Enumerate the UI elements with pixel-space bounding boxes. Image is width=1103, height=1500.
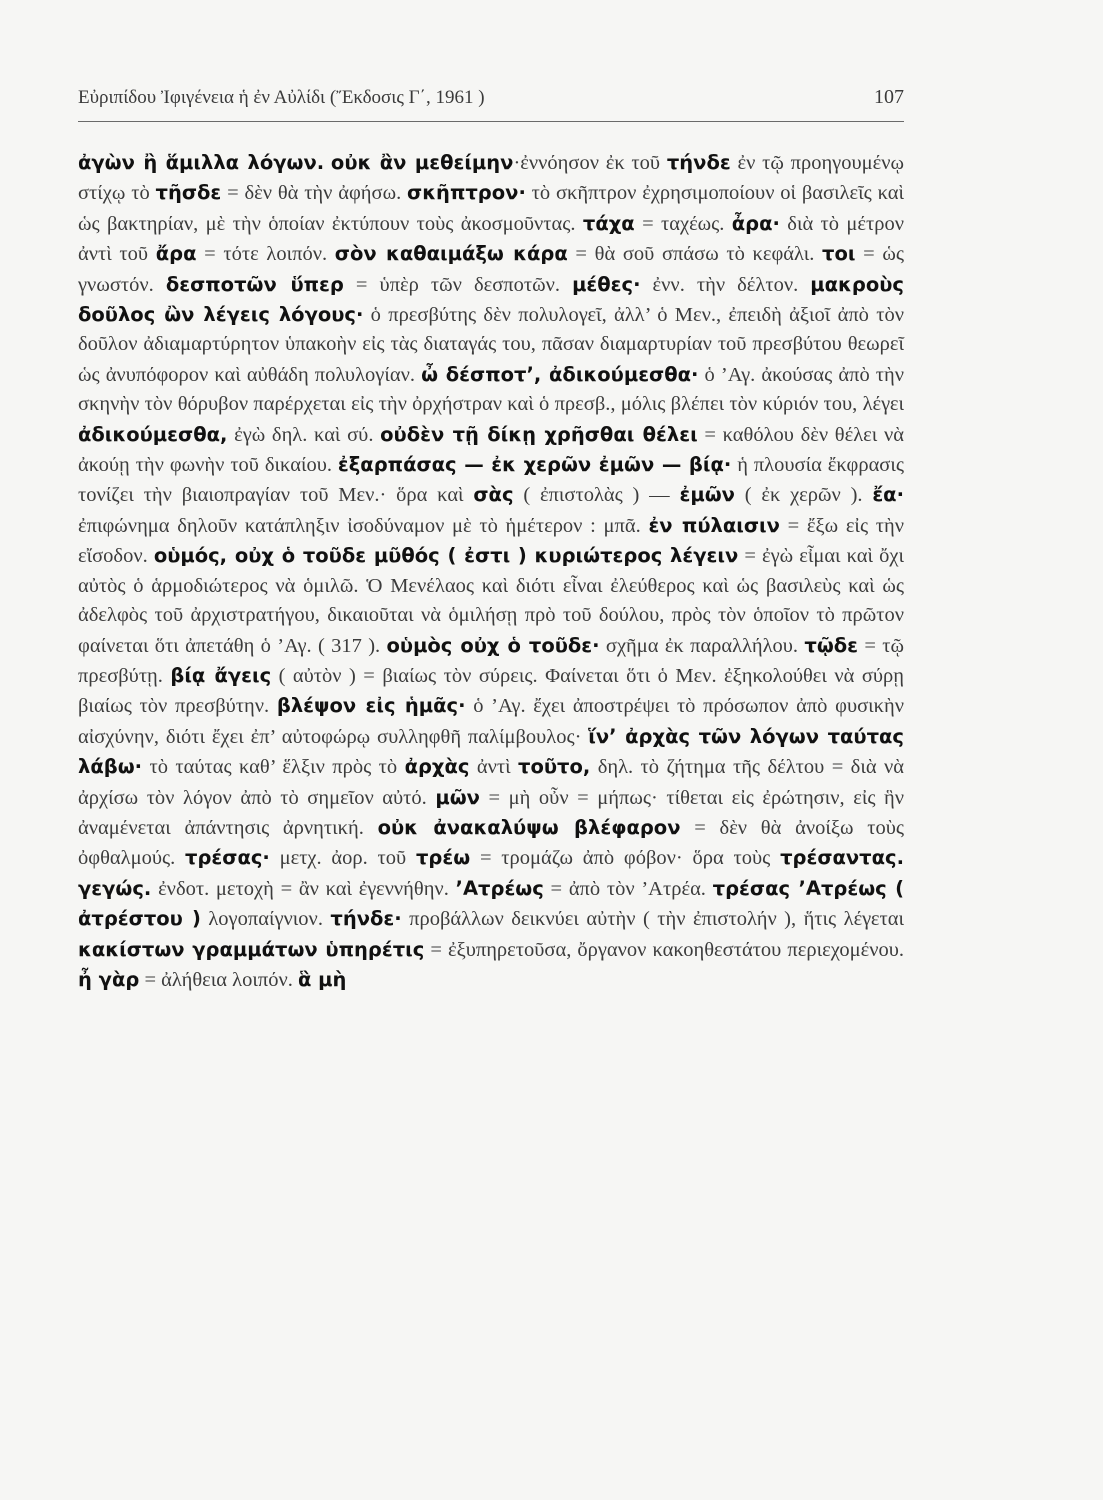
- lemma: τήνδε: [666, 151, 731, 174]
- running-title: Εὐριπίδου Ἰφιγένεια ἡ ἐν Αὐλίδι (Ἔκδοσις Γ΄, 1961 ): [78, 87, 485, 108]
- lemma: δεσποτῶν ὕπερ: [165, 272, 344, 296]
- lemma: τάχα: [582, 211, 635, 235]
- lemma: τρέσας ’Ατρέως ( ἀτρέστου ): [78, 876, 905, 931]
- page-number: 107: [874, 86, 904, 108]
- lemma: βίᾳ ἄγεις: [170, 663, 272, 687]
- lemma: βλέψον εἰς ἡμᾶς·: [276, 694, 466, 718]
- lemma: μῶν: [435, 785, 480, 809]
- gloss: = καθόλου δὲν θέλει νὰ ἀκούῃ τὴν φωνὴν τοῦ δικαίου.: [78, 423, 904, 477]
- lemma: ἆρα·: [731, 211, 780, 235]
- gloss: ἐνδοτ. μετοχὴ = ἂν καὶ ἐγεννήθην.: [151, 877, 456, 900]
- page: [78, 86, 904, 995]
- lemma: σὰς: [473, 483, 514, 507]
- gloss: = ὑπὲρ τῶν δεσποτῶν.: [343, 273, 573, 296]
- lemma: οὑμός, οὐχ ὁ τοῦδε μῦθός ( ἐστι ) κυριώτερος λέγειν: [153, 544, 739, 568]
- lemma: ἀρχὰς: [404, 755, 470, 779]
- lemma: τῆσδε: [155, 181, 222, 205]
- gloss: ὁ πρεσβύτης δὲν πολυλογεῖ, ἀλλ’ ὁ Μεν., ἐπειδὴ ἀξιοῖ ἀπὸ τὸν δοῦλον ἀδιαμαρτύρητον ὑπακοὴν εἰς τὰς διαταγάς του, πᾶσαν διαμαρτυρίαν τοῦ πρεσβύτου θεωρεῖ ὡς ἀνυπόφορον καὶ αὐθάδη πολυλογίαν.: [78, 304, 904, 386]
- lemma: ἐν πύλαισιν: [648, 513, 780, 537]
- gloss: λογοπαίγνιον.: [200, 908, 331, 931]
- gloss: ( ἐπιστολὰς ) —: [513, 484, 680, 507]
- lemma: τρέω: [415, 846, 471, 870]
- gloss: μετχ. ἀορ. τοῦ: [269, 847, 416, 870]
- commentary-text: [78, 148, 904, 995]
- gloss: ἡ πλουσία ἔκφρασις τονίζει τὴν βιαιοπραγίαν τοῦ Μεν.· ὅρα καὶ: [78, 454, 904, 507]
- gloss: = ἐξυπηρετοῦσα, ὄργανον κακοηθεστάτου περιεχομένου.: [424, 938, 904, 961]
- lemma: σκῆπτρον·: [407, 181, 526, 205]
- lemma: ἃ μὴ: [297, 967, 347, 991]
- lemma: μέθες·: [572, 272, 641, 296]
- gloss: = θὰ σοῦ σπάσω τὸ κεφάλι.: [567, 243, 823, 266]
- lemma: κακίστων γραμμάτων ὑπηρέτις: [78, 937, 425, 961]
- lemma: τρέσαντας.: [780, 846, 904, 870]
- gloss: = τότε λοιπόν.: [196, 243, 335, 266]
- lemma: μακροὺς δοῦλος ὢν λέγεις λόγους·: [78, 272, 904, 327]
- gloss: = ταχέως.: [634, 212, 732, 235]
- lemma: τῷδε: [804, 633, 859, 657]
- lemma: οὐδὲν τῇ δίκῃ χρῆσθαι θέλει: [380, 422, 698, 446]
- lemma: ὦ δέσποτ’, ἀδικούμεσθα·: [421, 362, 699, 386]
- gloss: ἐνν. τὴν δέλτον.: [640, 273, 811, 296]
- gloss: τὸ σκῆπτρον ἐχρησιμοποίουν οἱ βασιλεῖς καὶ ὡς βακτηρίαν, μὲ τὴν ὁποίαν ἐκτύπουν τοὺς ἀκοσμοῦντας.: [78, 182, 904, 235]
- lemma: σὸν καθαιμάξω κάρα: [334, 242, 568, 266]
- lemma: οὐκ ἀνακαλύψω βλέφαρον: [377, 815, 681, 839]
- lemma: τρέσας·: [185, 846, 270, 870]
- lemma: τοῦτο,: [518, 755, 591, 779]
- gloss: δηλ. τὸ ζήτημα τῆς δέλτου = διὰ νὰ ἀρχίσω τὸν λόγον ἀπὸ τὸ σημεῖον αὐτό.: [78, 756, 904, 809]
- lemma: τήνδε·: [330, 907, 402, 931]
- gloss: = μὴ οὖν = μήπως· τίθεται εἰς ἐρώτησιν, εἰς ἣν ἀναμένεται ἀπάντησις ἀρνητική.: [78, 786, 905, 839]
- gloss: ὁ ’Αγ. ἔχει ἀποστρέψει τὸ πρόσωπον ἀπὸ φυσικὴν αἰσχύνην, διότι ἔχει ἐπ’ αὐτοφώρῳ συλληφθῆ παλίμβουλος·: [78, 695, 904, 748]
- lemma: ἀγὼν ἢ ἅμιλλα λόγων.: [78, 151, 325, 174]
- gloss: = ἔξω εἰς τὴν εἴσοδον.: [78, 514, 904, 568]
- lemma: ἄρα: [155, 242, 197, 266]
- lemma: ἵν’ ἀρχὰς τῶν λόγων ταύτας λάβω·: [78, 724, 904, 779]
- gloss: = ἐγὼ εἶμαι καὶ ὄχι αὐτὸς ὁ ἁρμοδιώτερος νὰ ὁμιλῶ. Ὁ Μενέλαος καὶ διότι εἶναι ἐλεύθερος καὶ ὡς βασιλεὺς καὶ ὡς ἀδελφὸς τοῦ ἀρχιστρατήγου, δικαιοῦται νὰ ὁμιλήσῃ πρὸ τοῦ δούλου, πρὸς τὸν ὁποῖον τὸ πρῶτον φαίνεται ὅτι ἀπετάθη ὁ ’Αγ. ( 317 ).: [78, 545, 904, 657]
- gloss: = τῷ πρεσβύτῃ.: [78, 634, 904, 687]
- lemma: οὑμὸς οὐχ ὁ τοῦδε·: [386, 633, 600, 657]
- gloss: ( ἐκ χερῶν ).: [734, 484, 873, 507]
- running-header: [78, 86, 904, 122]
- gloss: ἀντὶ: [469, 756, 519, 779]
- gloss: ἐγὼ δηλ. καὶ σύ.: [227, 423, 381, 446]
- lemma: οὐκ ἂν μεθείμην: [330, 151, 514, 174]
- gloss: τὸ ταύτας καθ’ ἕλξιν πρὸς τὸ: [142, 756, 405, 779]
- lemma: ’Ατρέως: [455, 876, 544, 900]
- gloss: σχῆμα ἐκ παραλλήλου.: [599, 634, 805, 657]
- gloss: = ὡς γνωστόν.: [78, 243, 904, 296]
- gloss: = δὲν θὰ τὴν ἀφήσω.: [221, 182, 408, 205]
- lemma: ἦ γὰρ: [78, 967, 140, 991]
- gloss: ·ἐννόησον ἐκ τοῦ: [513, 152, 667, 174]
- lemma: τοι: [822, 242, 856, 266]
- gloss: = δὲν θὰ ἀνοίξω τοὺς ὀφθαλμούς.: [78, 816, 905, 870]
- lemma: ἔα·: [872, 483, 904, 507]
- gloss: = ἀλήθεια λοιπόν.: [139, 968, 298, 991]
- gloss: ἐν τῷ προηγουμένῳ στίχῳ τὸ: [78, 152, 904, 205]
- lemma: γεγώς.: [78, 876, 152, 900]
- gloss: = ἀπὸ τὸν ’Ατρέα.: [543, 877, 713, 900]
- gloss: = τρομάζω ἀπὸ φόβον· ὅρα τοὺς: [470, 847, 781, 870]
- lemma: ἐμῶν: [679, 483, 735, 507]
- gloss: [324, 152, 331, 174]
- gloss: διὰ τὸ μέτρον ἀντὶ τοῦ: [78, 212, 904, 266]
- gloss: ὁ ’Αγ. ἀκούσας ἀπὸ τὴν σκηνὴν τὸν θόρυβον παρέρχεται εἰς τὴν ὀρχήστραν καὶ ὁ πρεσβ., μόλις βλέπει τὸν κύριόν του, λέγει: [78, 363, 905, 416]
- lemma: ἐξαρπάσας — ἐκ χερῶν ἐμῶν — βίᾳ·: [337, 453, 732, 477]
- gloss: ( αὐτὸν ) = βιαίως τὸν σύρεις. Φαίνεται ὅτι ὁ Μεν. ἐξηκολούθει νὰ σύρῃ βιαίως τὸν πρεσβύτην.: [78, 664, 905, 718]
- gloss: προβάλλων δεικνύει αὐτὴν ( τὴν ἐπιστολήν ), ἥτις λέγεται: [401, 908, 904, 931]
- gloss: ἐπιφώνημα δηλοῦν κατάπληξιν ἰσοδύναμον μὲ τὸ ἡμέτερον : μπᾶ.: [78, 514, 649, 537]
- lemma: ἀδικούμεσθα,: [78, 422, 228, 446]
